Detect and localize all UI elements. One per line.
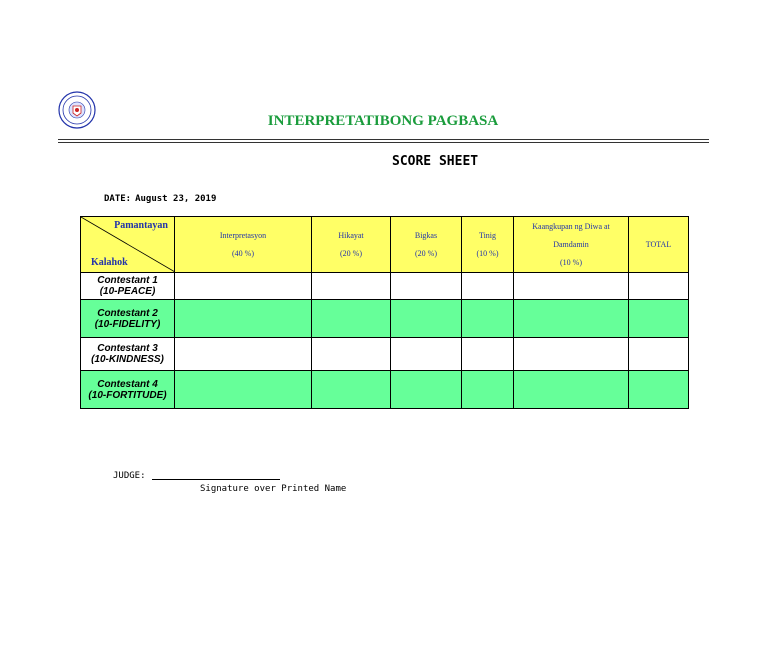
- table-row: [81, 300, 689, 338]
- score-table: [80, 216, 689, 409]
- total-cell[interactable]: [629, 300, 689, 338]
- score-cell[interactable]: [462, 338, 514, 371]
- score-cell[interactable]: [312, 371, 391, 409]
- signature-line[interactable]: [152, 479, 280, 480]
- score-cell[interactable]: [175, 338, 312, 371]
- column-header: Bigkas (20 %): [391, 217, 462, 273]
- divider: [58, 139, 709, 140]
- judge-line: [113, 471, 280, 481]
- table-row: [81, 371, 689, 409]
- table-row: [81, 273, 689, 300]
- signature-caption: Signature over Printed Name: [200, 484, 347, 494]
- table-row: [81, 338, 689, 371]
- score-cell[interactable]: [462, 273, 514, 300]
- column-header: Tinig (10 %): [462, 217, 514, 273]
- column-header: Kaangkupan ng Diwa at Damdamin (10 %): [514, 217, 629, 273]
- score-cell[interactable]: [514, 371, 629, 409]
- score-cell[interactable]: [312, 300, 391, 338]
- score-cell[interactable]: [514, 273, 629, 300]
- score-cell[interactable]: [312, 338, 391, 371]
- contestant-name: Contestant 3 (10-KINDNESS): [81, 338, 175, 371]
- date-value: August 23, 2019: [135, 194, 217, 204]
- contestant-name: Contestant 1 (10-PEACE): [81, 273, 175, 300]
- participant-label: Kalahok: [91, 257, 128, 268]
- score-cell[interactable]: [312, 273, 391, 300]
- date-label: DATE:: [104, 194, 132, 204]
- column-header: Hikayat (20 %): [312, 217, 391, 273]
- score-cell[interactable]: [462, 300, 514, 338]
- column-header-total: TOTAL: [629, 217, 689, 273]
- header-row: [81, 217, 689, 273]
- score-cell[interactable]: [391, 273, 462, 300]
- total-cell[interactable]: [629, 371, 689, 409]
- score-cell[interactable]: [514, 300, 629, 338]
- sheet-subtitle: SCORE SHEET: [392, 154, 479, 169]
- column-header: Interpretasyon (40 %): [175, 217, 312, 273]
- score-cell[interactable]: [391, 300, 462, 338]
- divider: [58, 142, 709, 143]
- total-cell[interactable]: [629, 338, 689, 371]
- date-line: [104, 194, 216, 204]
- score-cell[interactable]: [514, 338, 629, 371]
- total-cell[interactable]: [629, 273, 689, 300]
- contestant-name: Contestant 2 (10-FIDELITY): [81, 300, 175, 338]
- judge-label: JUDGE:: [113, 471, 146, 481]
- score-cell[interactable]: [391, 338, 462, 371]
- contestant-name: Contestant 4 (10-FORTITUDE): [81, 371, 175, 409]
- score-cell[interactable]: [175, 300, 312, 338]
- score-cell[interactable]: [462, 371, 514, 409]
- score-cell[interactable]: [391, 371, 462, 409]
- page-title: INTERPRETATIBONG PAGBASA: [267, 113, 499, 129]
- score-cell[interactable]: [175, 273, 312, 300]
- corner-header: [81, 217, 175, 273]
- score-cell[interactable]: [175, 371, 312, 409]
- criteria-label: Pamantayan: [114, 220, 168, 231]
